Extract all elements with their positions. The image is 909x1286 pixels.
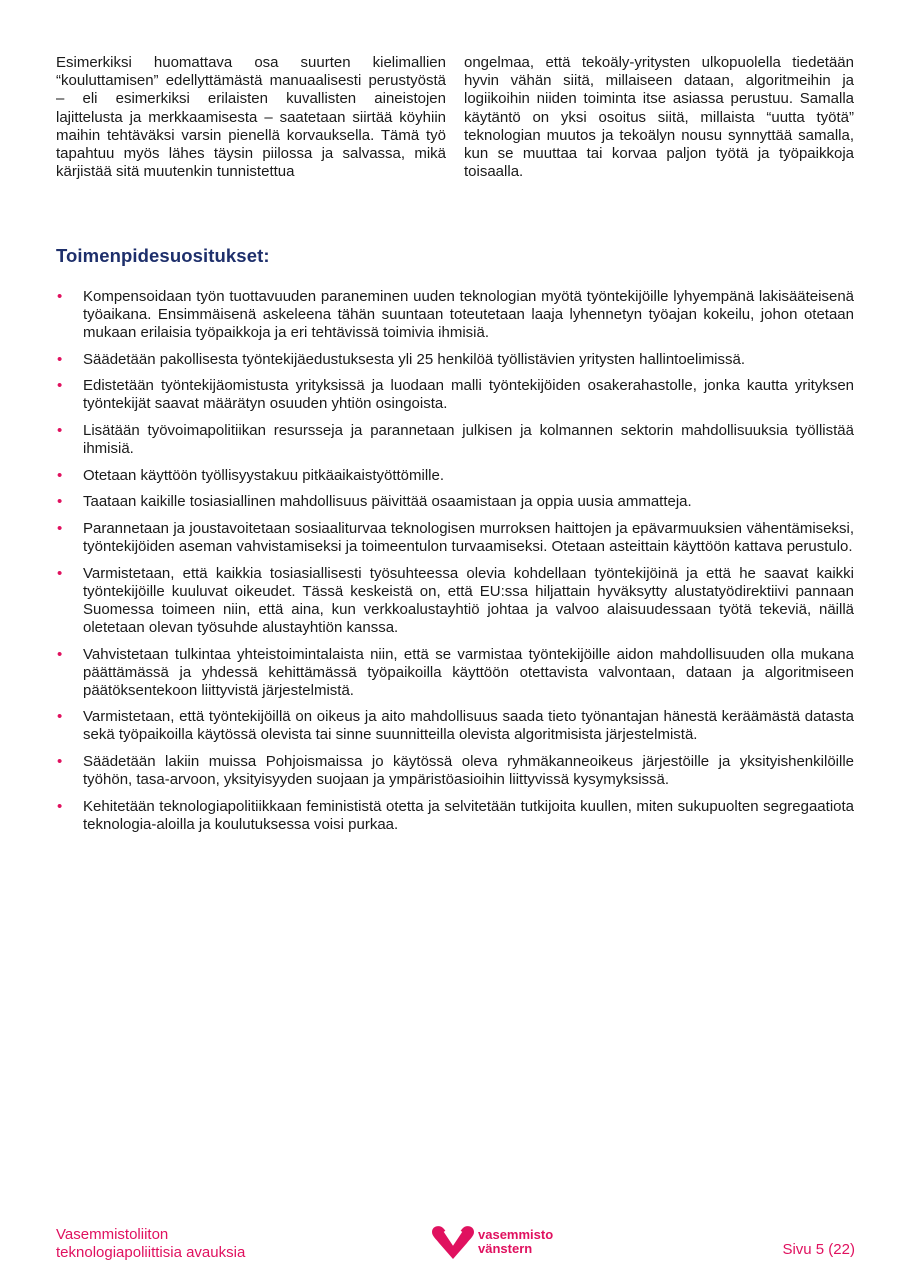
recommendation-text: Varmistetaan, että kaikkia tosiasiallisesti työsuhteessa olevia kohdellaan työntekijöinä ja että he saavat kaikki työntekijöille kuuluvat oikeudet. Tässä keskeistä on, että EU:ssa hiljattain hyväksytty alustatyödirektiivi pannaan Suomessa toimeen niin, että aina, kun verkkoalustayhtiö johtaa ja valvoo alaisuudessaan työtä tekeviä, näillä oletetaan olevan työsuhde alustayhtiön kanssa. — [83, 564, 854, 636]
party-logo — [432, 1224, 553, 1260]
recommendation-item — [56, 753, 854, 789]
recommendation-item — [56, 422, 854, 458]
recommendation-item — [56, 520, 854, 556]
recommendation-text: Vahvistetaan tulkintaa yhteistoimintalaista niin, että se varmistaa työntekijöille aidon mahdollisuuden olla mukana päättämässä ja yhdessä kehittämässä työpaikoilla käyttöön otettavista valvontaan, dataan ja algoritmiseen päätöksentekoon liittyvistä järjestelmistä. — [83, 645, 854, 699]
recommendation-text: Varmistetaan, että työntekijöillä on oikeus ja aito mahdollisuus saada tieto työnantajan hänestä keräämästä datasta sekä työpaikoilla käytössä olevista tai sinne suunnitteilla olevista algoritmisista järjestelmistä. — [83, 708, 854, 744]
recommendation-item — [56, 351, 854, 369]
recommendation-item — [56, 467, 854, 485]
bullet-icon: • — [57, 519, 63, 537]
bullet-icon: • — [57, 797, 63, 815]
footer-publication-line2: teknologiapoliittisia avauksia — [56, 1244, 246, 1261]
bullet-icon: • — [57, 422, 63, 440]
recommendation-text: Säädetään lakiin muissa Pohjoismaissa jo käytössä oleva ryhmäkanneoikeus järjestöille ja yksityishenkilöille työhön, tasa-arvoon, yksityisyyden suojaan ja ympäristöasioihin liittyvissä kysymyksissä. — [83, 752, 854, 789]
bullet-icon: • — [57, 493, 63, 511]
recommendation-text: Parannetaan ja joustavoitetaan sosiaaliturvaa teknologisen murroksen haittojen ja epävarmuuksien vähentämiseksi, työntekijöiden aseman vahvistamiseksi ja toimeentulon turvaamiseksi. Otetaan asteittain käyttöön kattava perustulo. — [83, 519, 854, 556]
bullet-icon: • — [57, 350, 63, 368]
footer-publication-line1: Vasemmistoliiton — [56, 1226, 169, 1243]
recommendation-item — [56, 377, 854, 413]
recommendation-text: Kehitetään teknologiapolitiikkaan feminististä otetta ja selvitetään tutkijoita kuullen, miten sukupuolten segregaatiota teknologia-aloilla ja koulutuksessa voisi purkaa. — [83, 797, 854, 833]
recommendation-list — [56, 288, 854, 842]
bullet-icon: • — [57, 708, 63, 726]
recommendation-item — [56, 493, 854, 511]
footer-publication-title — [56, 1226, 245, 1262]
intro-left-column: Esimerkiksi huomattava osa suurten kielimallien “kouluttamisen” edellyttämästä manuaalisesti perustyöstä – eli esimerkiksi erilaisten kuvallisten aineistojen lajittelusta ja merkkaamisesta – saatetaan siirtää köyhiin maihin tehtäväksi varsin pienellä korvauksella. Tämä työ tapahtuu myös lähes täysin piilossa ja salvassa, mikä kärjistää sitä muutenkin tunnistettua — [56, 54, 446, 181]
recommendation-text: Taataan kaikille tosiasiallinen mahdollisuus päivittää osaamistaan ja oppia uusia ammatteja. — [83, 493, 692, 511]
intro-right-column: ongelmaa, että tekoäly-yritysten ulkopuolella tiedetään hyvin vähän siitä, millaiseen dataan, algoritmeihin ja logiikoihin niiden toiminta itse asiassa perustuu. Samalla käytäntö on yksi osoitus siitä, millaista “uutta työtä” teknologian muutos ja tekoälyn nousu synnyttää samalla, kun se muuttaa tai korvaa paljon työtä ja työpaikkoja toisaalla. — [464, 54, 854, 181]
recommendation-item — [56, 708, 854, 744]
recommendation-item — [56, 288, 854, 342]
bullet-icon: • — [57, 466, 63, 484]
bullet-icon: • — [57, 752, 63, 770]
recommendation-item — [56, 798, 854, 834]
recommendation-text: Lisätään työvoimapolitiikan resursseja ja parannetaan julkisen ja kolmannen sektorin mahdollisuuksia työllistää ihmisiä. — [83, 422, 854, 458]
logo-line1: vasemmisto — [478, 1227, 554, 1242]
recommendation-text: Kompensoidaan työn tuottavuuden paraneminen uuden teknologian myötä työntekijöille lyhyempänä lakisääteisenä työaikana. Ensimmäisenä askeleena tähän suuntaan toteutetaan laaja lyhennetyn työajan kokeilu, johon otetaan mukaan erilaisia työpaikkoja ja eri tehtävissä toimivia ihmisiä. — [83, 288, 854, 342]
recommendation-item — [56, 565, 854, 637]
bullet-icon: • — [57, 645, 63, 663]
logo-line2: vänstern — [478, 1241, 533, 1256]
heart-v-logo-icon — [432, 1224, 474, 1260]
intro-columns — [56, 54, 854, 181]
recommendation-text: Säädetään pakollisesta työntekijäedustuksesta yli 25 henkilöä työllistävien yritysten hallintoelimissä. — [83, 350, 746, 368]
recommendation-text: Edistetään työntekijäomistusta yrityksissä ja luodaan malli työntekijöiden osakerahastolle, jonka kautta yrityksen työntekijät saavat määrätyn osuuden yhtiön osingoista. — [83, 377, 854, 413]
bullet-icon: • — [57, 377, 63, 395]
bullet-icon: • — [57, 288, 63, 305]
section-heading: Toimenpidesuositukset: — [56, 245, 270, 266]
recommendation-item — [56, 646, 854, 700]
logo-wordmark — [478, 1228, 553, 1256]
page-number: Sivu 5 (22) — [782, 1241, 855, 1258]
bullet-icon: • — [57, 564, 63, 582]
recommendation-text: Otetaan käyttöön työllisyystakuu pitkäaikaistyöttömille. — [83, 466, 445, 484]
